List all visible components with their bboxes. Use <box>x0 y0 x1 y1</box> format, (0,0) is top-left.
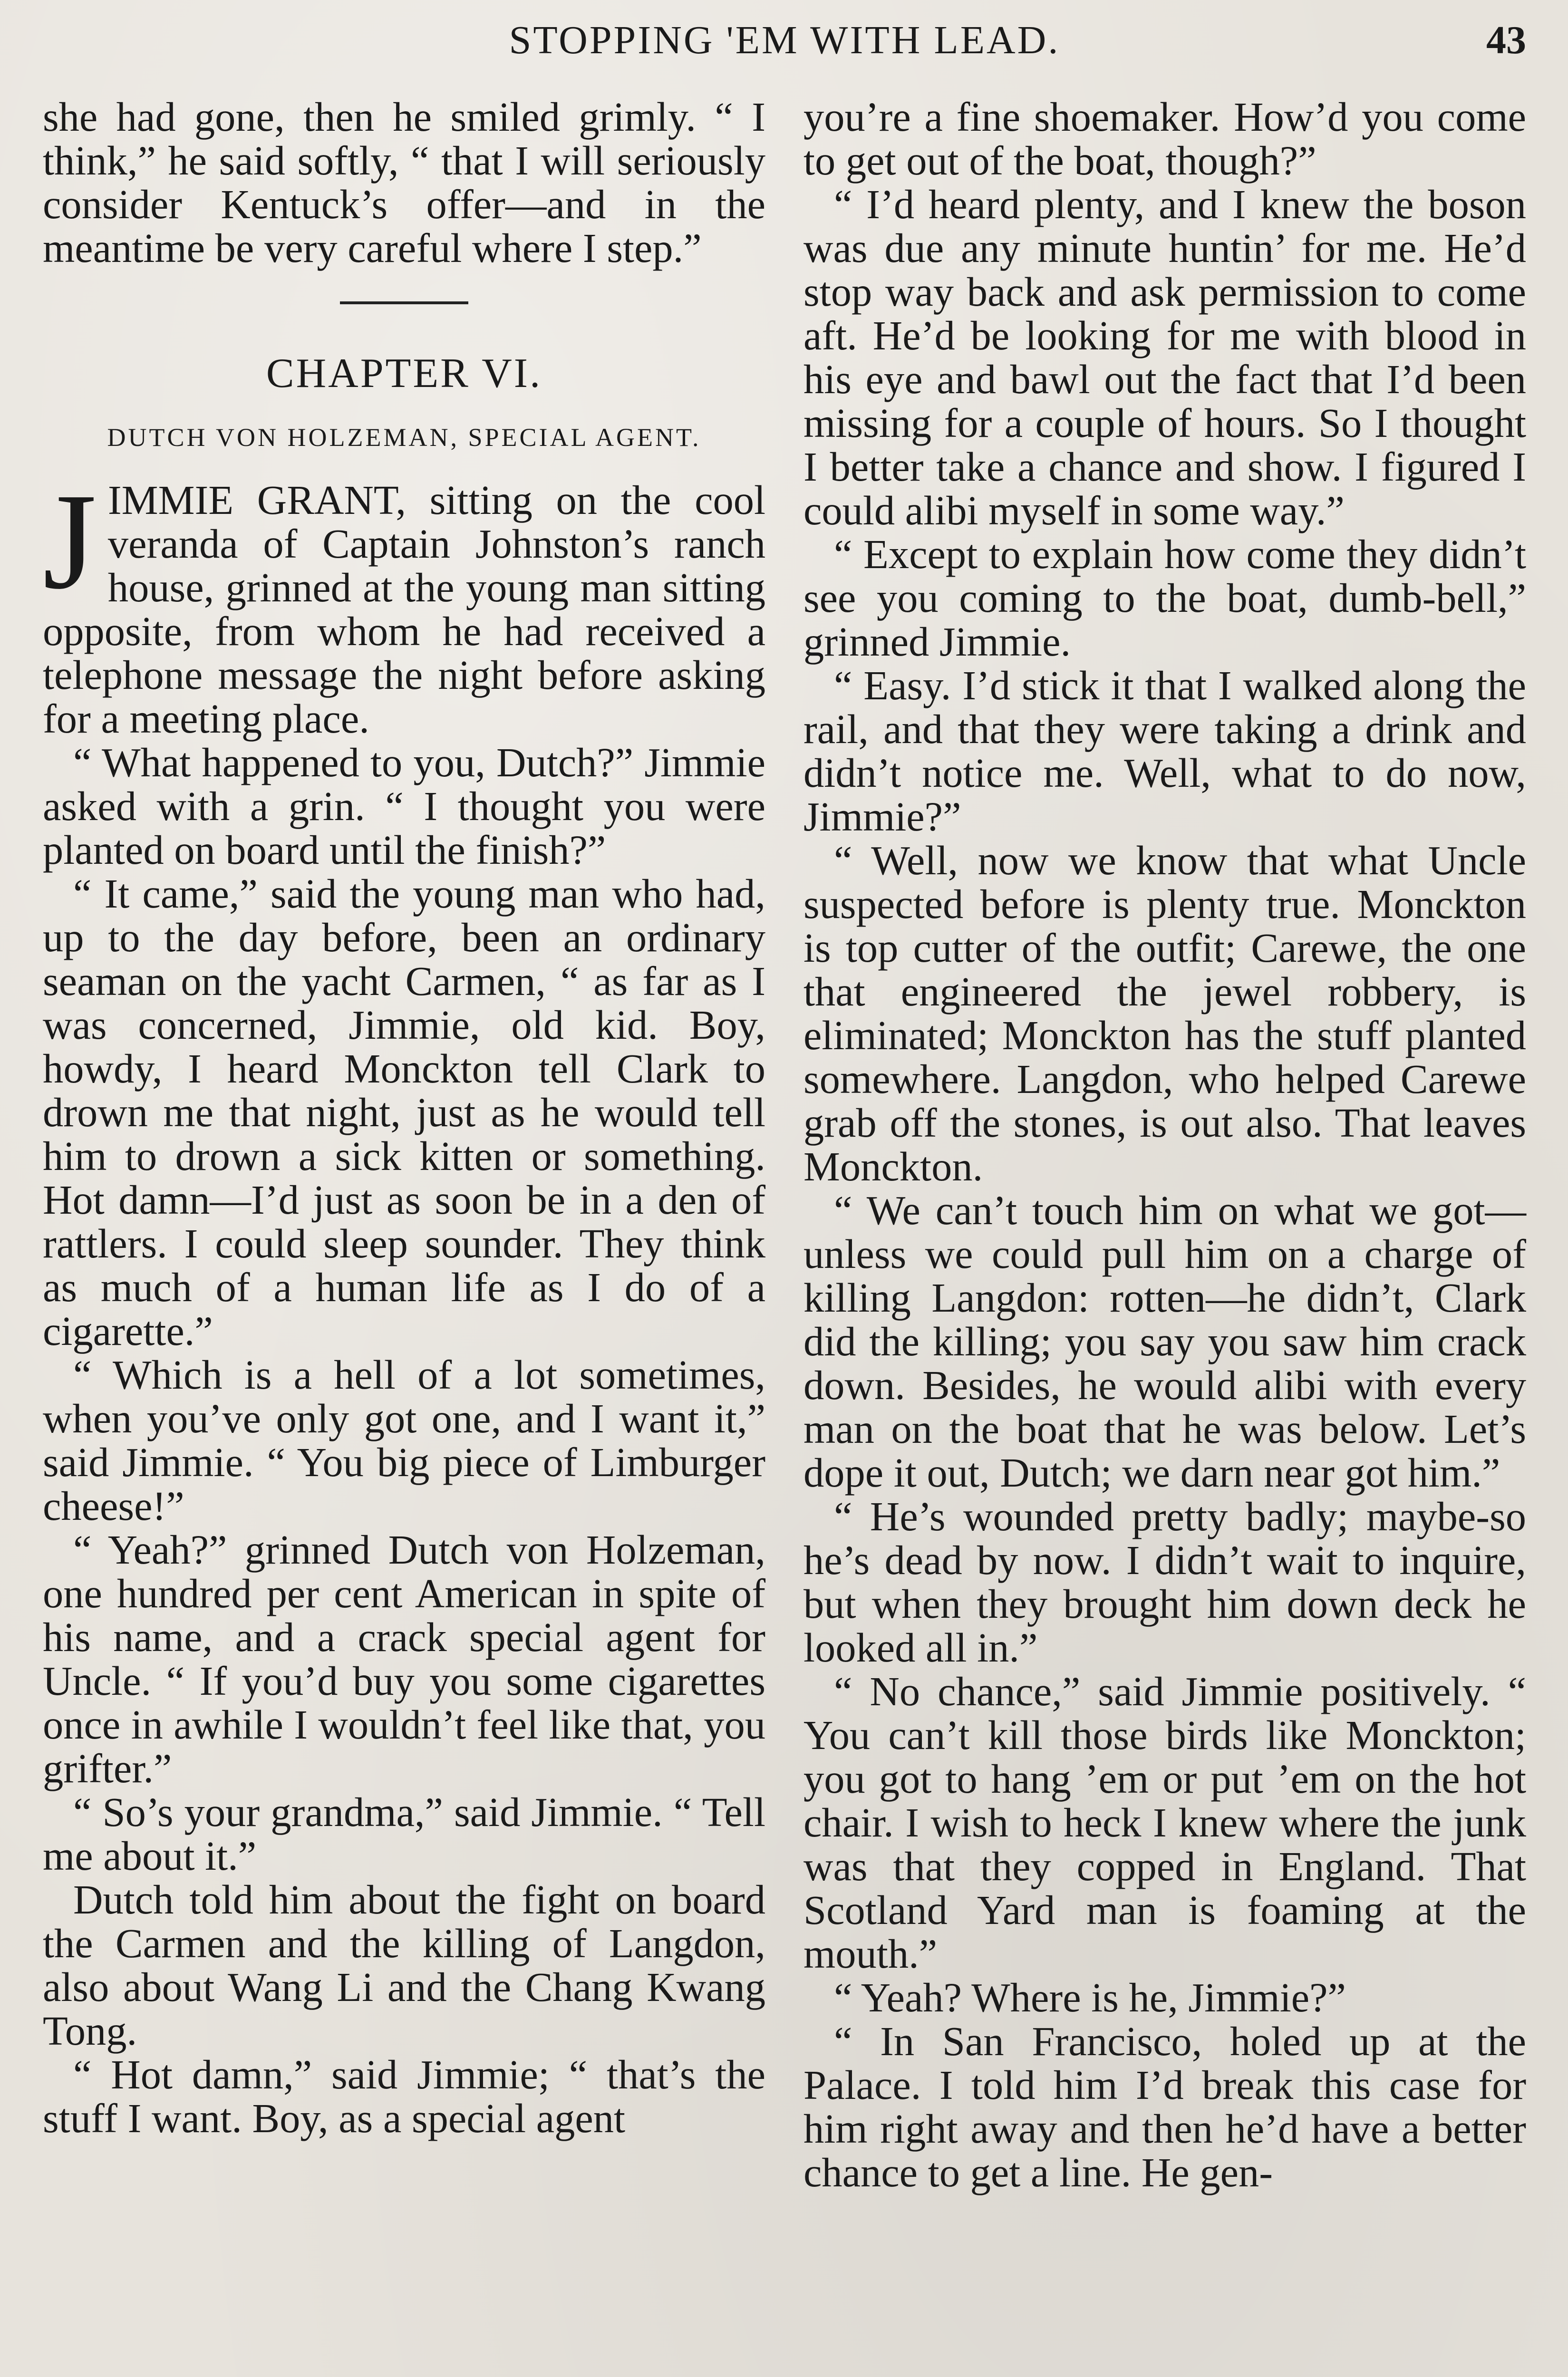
paragraph: “ No chance,” said Jimmie positively. “ You can’t kill those birds like Monckton; you got to hang ’em or put ’em on the hot chair. I wish to heck I knew where the junk was that they copped in England. That Scotland Yard man is foaming at the mouth.” <box>803 1669 1526 1977</box>
running-head: STOPPING 'EM WITH LEAD. <box>509 18 1060 62</box>
paragraph: “ Yeah? Where is he, Jimmie?” <box>834 1975 1346 2020</box>
right-column <box>803 95 1526 2194</box>
paragraph: “ Which is a hell of a lot sometimes, when you’ve only got one, and I want it,” said Jimmie. “ You big piece of Limburger cheese!” <box>43 1352 765 1529</box>
paragraph: “ Well, now we know that what Uncle suspected before is plenty true. Monckton is top cutter of the outfit; Carewe, the one that engineered the jewel robbery, is eliminated; Monckton has the stuff planted somewhere. Langdon, who helped Carewe grab off the stones, is out also. That leaves Monckton. <box>803 838 1526 1189</box>
opening-paragraph <box>43 465 765 742</box>
paragraph: “ Easy. I’d stick it that I walked along the rail, and that they were taking a drink and didn’t notice me. Well, what to do now, Jimmie?” <box>803 663 1526 840</box>
chapter-title: CHAPTER VI. <box>266 350 542 396</box>
paragraph: “ It came,” said the young man who had, up to the day before, been an ordinary seaman on the yacht Carmen, “ as far as I was concerned, Jimmie, old kid. Boy, howdy, I heard Monckton tell Clark to drown me that night, just as he would tell him to drown a sick kitten or something. Hot damn—I’d just as soon be in a den of rattlers. I could sleep sounder. They think as much of a human life as I do of a cigarette.” <box>43 871 765 1354</box>
paragraph: “ Hot damn,” said Jimmie; “ that’s the stuff I want. Boy, as a special agent <box>43 2052 765 2141</box>
left-column <box>43 95 765 2140</box>
paragraph: she had gone, then he smiled grimly. “ I think,” he said softly, “ that I will seriously consider Kentuck’s offer—and in the meantime be very careful where I step.” <box>43 94 765 271</box>
paragraph: “ He’s wounded pretty badly; maybe-so he’s dead by now. I didn’t wait to inquire, but when they brought him down deck he looked all in.” <box>803 1494 1526 1671</box>
paragraph: “ So’s your grandma,” said Jimmie. “ Tell me about it.” <box>43 1789 765 1879</box>
paragraph: “ In San Francisco, holed up at the Palace. I told him I’d break this case for him right away and then he’d have a better chance to get a line. He gen- <box>803 2019 1526 2195</box>
opening-paragraph-text: IMMIE GRANT, sitting on the cool veranda of Captain Johnston’s ranch house, grinned at the young man sitting opposite, from whom he had received a telephone message the night before asking for a meeting place. <box>43 477 765 742</box>
paragraph: “ Except to explain how come they didn’t see you coming to the boat, dumb-bell,” grinned Jimmie. <box>803 531 1526 665</box>
paragraph: “ I’d heard plenty, and I knew the boson was due any minute huntin’ for me. He’d stop way back and ask permission to come aft. He’d be looking for me with blood in his eye and bawl out the fact that I’d been missing for a couple of hours. So I thought I better take a chance and show. I figured I could alibi myself in some way.” <box>803 182 1526 533</box>
paragraph: “ Yeah?” grinned Dutch von Holzeman, one hundred per cent American in spite of his name, and a crack special agent for Uncle. “ If you’d buy you some cigarettes once in awhile I wouldn’t feel like that, you grifter.” <box>43 1527 765 1791</box>
page-number: 43 <box>1486 18 1526 62</box>
chapter-subtitle: DUTCH VON HOLZEMAN, SPECIAL AGENT. <box>107 423 701 452</box>
paragraph: “ What happened to you, Dutch?” Jimmie asked with a grin. “ I thought you were planted on board until the finish?” <box>43 740 765 873</box>
paragraph: “ We can’t touch him on what we got—unless we could pull him on a charge of killing Langdon: rotten—he didn’t, Clark did the killing; you say you saw him crack down. Besides, he would alibi with every man on the boat that he was below. Let’s dope it out, Dutch; we darn near got him.” <box>803 1188 1526 1496</box>
paragraph: you’re a fine shoemaker. How’d you come to get out of the boat, though?” <box>803 94 1526 184</box>
drop-cap: J <box>43 465 97 618</box>
section-divider <box>340 301 468 304</box>
paragraph: Dutch told him about the fight on board the Carmen and the killing of Langdon, also about Wang Li and the Chang Kwang Tong. <box>43 1877 765 2054</box>
page-header <box>43 14 1526 67</box>
